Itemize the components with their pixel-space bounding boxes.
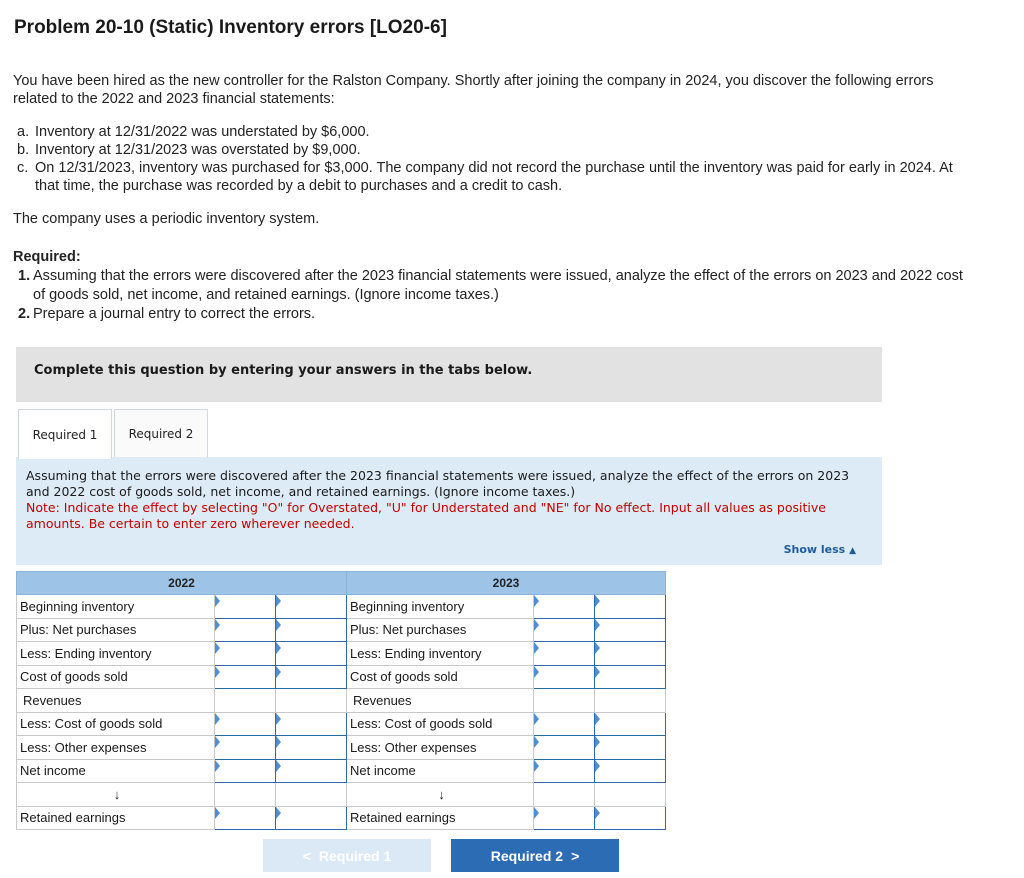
amount-input[interactable]	[595, 595, 666, 619]
table-row	[17, 806, 666, 830]
required-item	[18, 305, 978, 324]
error-label: c.	[17, 160, 29, 176]
amount-input[interactable]	[276, 712, 347, 736]
effect-dropdown[interactable]	[215, 665, 276, 689]
amount-input[interactable]	[595, 736, 666, 760]
table-row	[17, 665, 666, 689]
row-label: Retained earnings	[17, 806, 215, 830]
row-label: Cost of goods sold	[347, 665, 534, 689]
row-label: Plus: Net purchases	[347, 618, 534, 642]
empty-cell	[534, 783, 595, 807]
complete-prompt: Complete this question by entering your answers in the tabs below.	[16, 347, 882, 402]
next-label: Required 2	[490, 847, 564, 864]
periodic-text: The company uses a periodic inventory system.	[13, 211, 320, 227]
amount-input[interactable]	[276, 806, 347, 830]
effect-dropdown[interactable]	[215, 618, 276, 642]
amount-input[interactable]	[595, 642, 666, 666]
empty-cell	[215, 783, 276, 807]
effect-dropdown[interactable]	[534, 618, 595, 642]
effect-dropdown[interactable]	[534, 595, 595, 619]
empty-cell	[595, 689, 666, 713]
row-label: Less: Ending inventory	[347, 642, 534, 666]
error-label: a.	[17, 124, 30, 140]
prev-label: Required 1	[318, 847, 392, 864]
header-2022: 2022	[17, 572, 347, 595]
error-text: Inventory at 12/31/2023 was overstated by $9,000.	[35, 142, 361, 158]
required-heading: Required:	[13, 249, 81, 265]
panel-instruction: Assuming that the errors were discovered after the 2023 financial statements were issued, analyze the effect of the errors on 2023 and 2022 cost of goods sold, net income, and retained earnings. (Ignore income taxes.)	[26, 468, 850, 499]
table-row	[17, 595, 666, 619]
table-row	[17, 783, 666, 807]
down-arrow-icon: ↓	[347, 783, 534, 807]
amount-input[interactable]	[276, 642, 347, 666]
row-label: Cost of goods sold	[17, 665, 215, 689]
required-text: Prepare a journal entry to correct the errors.	[33, 306, 316, 322]
amount-input[interactable]	[276, 759, 347, 783]
error-item	[17, 159, 977, 195]
row-label: Net income	[347, 759, 534, 783]
row-label: Revenues	[347, 689, 534, 713]
effect-dropdown[interactable]	[215, 595, 276, 619]
effect-dropdown[interactable]	[534, 736, 595, 760]
instruction-panel	[16, 457, 882, 565]
error-item	[17, 123, 977, 141]
empty-cell	[276, 689, 347, 713]
effect-dropdown[interactable]	[215, 736, 276, 760]
effect-dropdown[interactable]	[534, 642, 595, 666]
header-2023: 2023	[347, 572, 666, 595]
amount-input[interactable]	[276, 665, 347, 689]
row-label: Net income	[17, 759, 215, 783]
chevron-left-icon: <	[302, 847, 311, 864]
error-list	[17, 123, 977, 195]
row-label: Less: Other expenses	[347, 736, 534, 760]
table-header-row	[17, 572, 666, 595]
amount-input[interactable]	[595, 806, 666, 830]
problem-title: Problem 20-10 (Static) Inventory errors [LO20-6]	[14, 17, 447, 38]
table-row	[17, 759, 666, 783]
amount-input[interactable]	[595, 665, 666, 689]
inventory-effect-table	[16, 571, 666, 830]
table-row	[17, 736, 666, 760]
effect-dropdown[interactable]	[215, 759, 276, 783]
error-text: Inventory at 12/31/2022 was understated by $6,000.	[35, 124, 370, 140]
required-num: 1.	[18, 268, 31, 284]
amount-input[interactable]	[595, 759, 666, 783]
row-label: Less: Cost of goods sold	[17, 712, 215, 736]
row-label: Beginning inventory	[347, 595, 534, 619]
row-label: Less: Other expenses	[17, 736, 215, 760]
empty-cell	[534, 689, 595, 713]
required-num: 2.	[18, 306, 31, 322]
row-label: Retained earnings	[347, 806, 534, 830]
required-list	[18, 267, 978, 324]
amount-input[interactable]	[595, 712, 666, 736]
error-text: On 12/31/2023, inventory was purchased for $3,000. The company did not record the purchase until the inventory was paid for early in 2024. At that time, the purchase was recorded by a debit to purchases and a credit to cash.	[35, 160, 953, 194]
effect-dropdown[interactable]	[534, 759, 595, 783]
amount-input[interactable]	[276, 618, 347, 642]
effect-dropdown[interactable]	[215, 712, 276, 736]
row-label: Beginning inventory	[17, 595, 215, 619]
prev-button[interactable]	[263, 839, 431, 872]
empty-cell	[276, 783, 347, 807]
table-row	[17, 689, 666, 713]
down-arrow-icon: ↓	[17, 783, 215, 807]
required-item	[18, 267, 978, 305]
effect-dropdown[interactable]	[534, 806, 595, 830]
tab-required-2[interactable]: Required 2	[114, 409, 208, 458]
error-item	[17, 141, 977, 159]
table-row	[17, 618, 666, 642]
chevron-right-icon: >	[571, 847, 580, 864]
tab-required-1[interactable]: Required 1	[18, 409, 112, 459]
show-less-link[interactable]	[784, 542, 856, 559]
empty-cell	[595, 783, 666, 807]
amount-input[interactable]	[276, 595, 347, 619]
empty-cell	[215, 689, 276, 713]
table-row	[17, 712, 666, 736]
row-label: Revenues	[17, 689, 215, 713]
panel-note: Note: Indicate the effect by selecting "O" for Overstated, "U" for Understated and "NE" for No effect. Input all values as positive amounts. Be certain to enter zero wherever needed.	[26, 500, 826, 531]
effect-dropdown[interactable]	[534, 712, 595, 736]
effect-dropdown[interactable]	[215, 806, 276, 830]
row-label: Less: Cost of goods sold	[347, 712, 534, 736]
intro-text: You have been hired as the new controller for the Ralston Company. Shortly after joining the company in 2024, you discover the following errors related to the 2022 and 2023 financial statements:	[13, 73, 934, 107]
show-less-label: Show less	[783, 543, 846, 556]
row-label: Plus: Net purchases	[17, 618, 215, 642]
effect-dropdown[interactable]	[534, 665, 595, 689]
error-label: b.	[17, 142, 30, 158]
effect-dropdown[interactable]	[215, 642, 276, 666]
next-button[interactable]	[451, 839, 619, 872]
required-text: Assuming that the errors were discovered after the 2023 financial statements were issued, analyze the effect of the errors on 2023 and 2022 cost of goods sold, net income, and retained earnings. (Ignore income taxes.)	[33, 268, 963, 303]
row-label: Less: Ending inventory	[17, 642, 215, 666]
amount-input[interactable]	[276, 736, 347, 760]
amount-input[interactable]	[595, 618, 666, 642]
triangle-up-icon: ▲	[849, 546, 856, 556]
table-row	[17, 642, 666, 666]
